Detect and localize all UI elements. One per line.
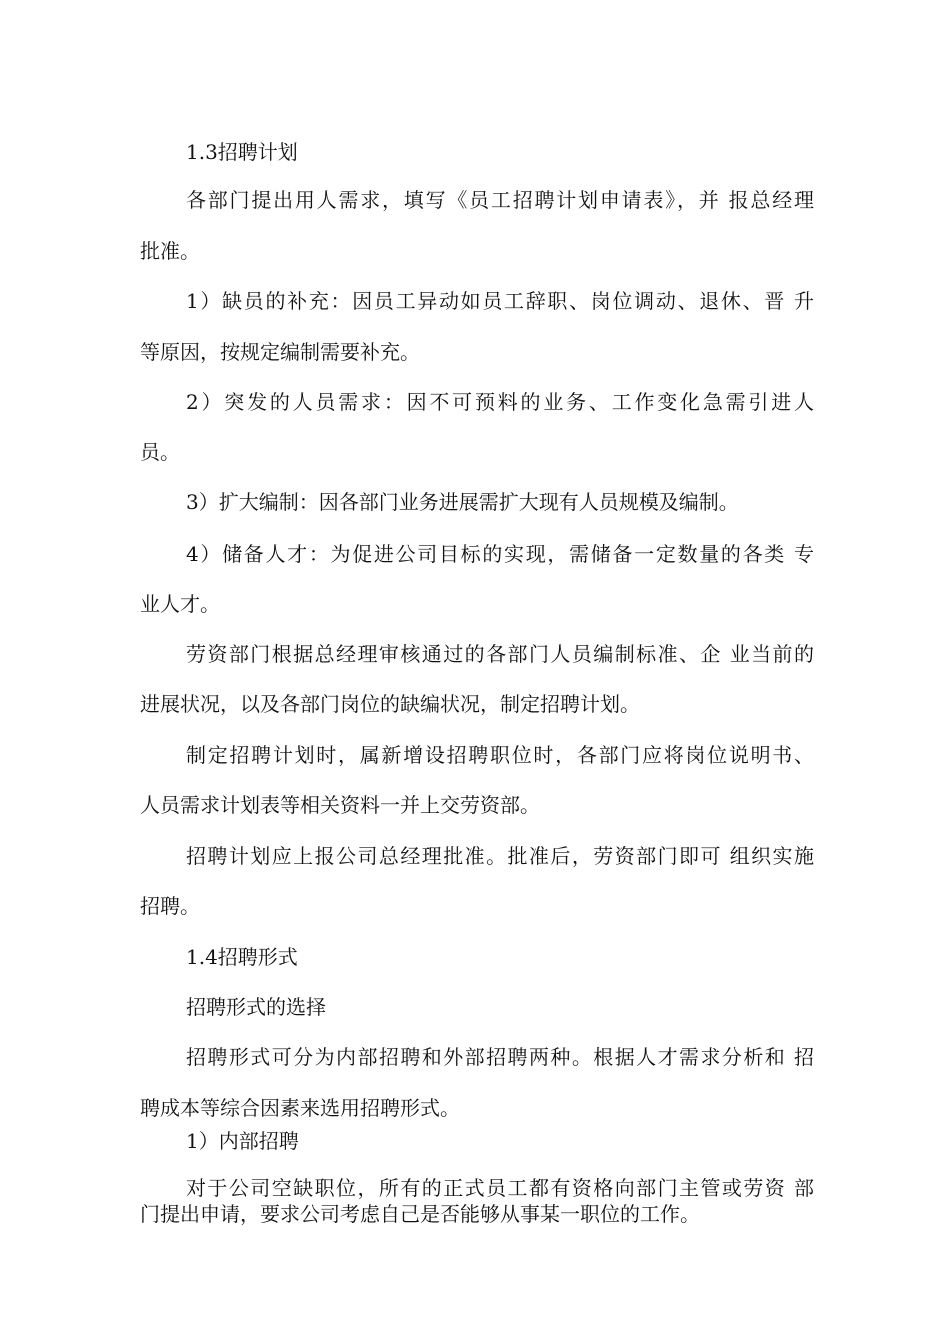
paragraph-line: 1）缺员的补充：因员工异动如员工辞职、岗位调动、退休、晋 升 <box>186 289 814 313</box>
paragraph-line: 业人才。 <box>140 592 220 616</box>
paragraph-line: 各部门提出用人需求，填写《员工招聘计划申请表》，并 报总经理 <box>186 188 814 212</box>
paragraph-line: 对于公司空缺职位，所有的正式员工都有资格向部门主管或劳资 部 <box>186 1176 814 1200</box>
paragraph-line: 劳资部门根据总经理审核通过的各部门人员编制标准、企 业当前的 <box>186 642 814 666</box>
paragraph-line: 制定招聘计划时，属新增设招聘职位时，各部门应将岗位说明书、 <box>186 743 814 767</box>
section-heading-1-4: 1.4招聘形式 <box>186 945 298 969</box>
paragraph-line: 2）突发的人员需求：因不可预料的业务、工作变化急需引进人 <box>186 390 814 414</box>
paragraph-line: 进展状况，以及各部门岗位的缺编状况，制定招聘计划。 <box>140 692 640 716</box>
paragraph-line: 招聘形式可分为内部招聘和外部招聘两种。根据人才需求分析和 招 <box>186 1045 814 1069</box>
paragraph-line: 4）储备人才：为促进公司目标的实现，需储备一定数量的各类 专 <box>186 542 814 566</box>
paragraph-line: 3）扩大编制：因各部门业务进展需扩大现有人员规模及编制。 <box>186 490 739 514</box>
paragraph-line: 员。 <box>140 440 180 464</box>
paragraph-line: 聘成本等综合因素来选用招聘形式。 <box>140 1096 460 1120</box>
subheading: 1）内部招聘 <box>186 1129 299 1153</box>
paragraph-line: 批准。 <box>140 239 200 263</box>
subheading: 招聘形式的选择 <box>186 995 326 1019</box>
paragraph-line: 招聘。 <box>140 894 200 918</box>
section-heading-1-3: 1.3招聘计划 <box>186 140 298 164</box>
paragraph-line: 门提出申请，要求公司考虑自己是否能够从事某一职位的工作。 <box>140 1202 700 1226</box>
paragraph-line: 等原因，按规定编制需要补充。 <box>140 340 420 364</box>
paragraph-line: 人员需求计划表等相关资料一并上交劳资部。 <box>140 793 540 817</box>
paragraph-line: 招聘计划应上报公司总经理批准。批准后，劳资部门即可 组织实施 <box>186 844 814 868</box>
